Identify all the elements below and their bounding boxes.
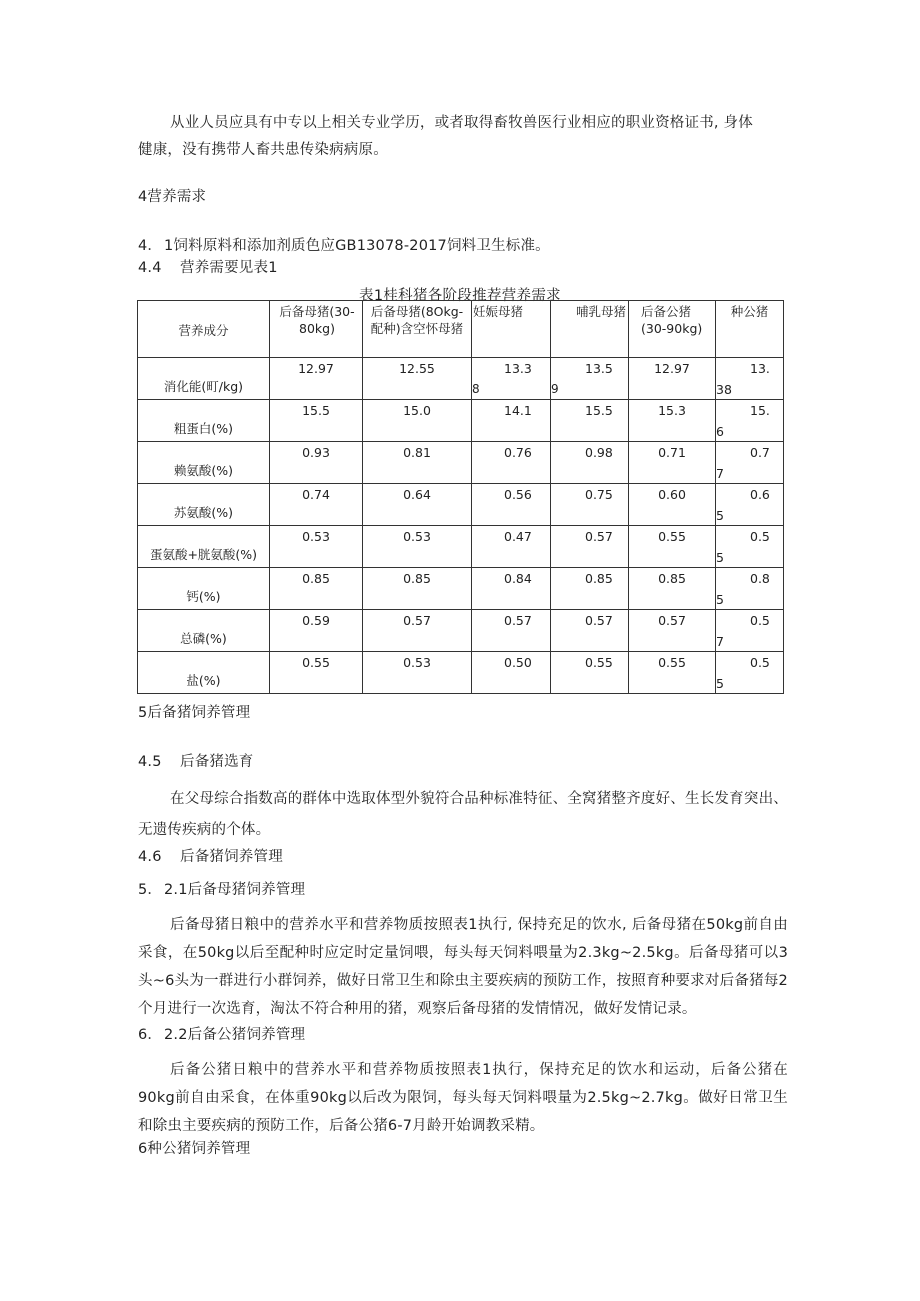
value-cell: [270, 568, 363, 610]
item-4-4-number: 4.4: [138, 260, 162, 276]
value-part: 0.8: [750, 571, 770, 586]
value-cell: [629, 610, 716, 652]
nutrient-label-cell: [138, 526, 270, 568]
value-part: 14.1: [504, 403, 532, 418]
value-cell: [363, 442, 472, 484]
sub-6-2-2-number: 6．: [138, 1027, 163, 1043]
nutrient-label: 粗蛋白(%): [173, 421, 234, 436]
value-part: 0.6: [750, 487, 770, 502]
item-4-1-text: 1饲料原料和添加剂质色应GB13078-2017饲料卫生标准。: [164, 238, 550, 254]
value-cell: [716, 358, 784, 400]
value-cell: [472, 358, 551, 400]
value: 0.85: [302, 571, 330, 586]
value-part: 0.55: [585, 655, 613, 670]
value-part: 8: [472, 382, 480, 396]
value-part: 0.5: [750, 655, 770, 670]
sub-4-6-number: 4.6: [138, 849, 162, 865]
value-cell: [472, 484, 551, 526]
nutrient-label: 蛋氨酸+胱氨酸(%): [149, 547, 258, 562]
table-row: [138, 358, 784, 400]
value-cell: [716, 568, 784, 610]
value: 12.55: [399, 361, 435, 376]
value-cell: [363, 358, 472, 400]
table-row: [138, 400, 784, 442]
value-cell: [551, 442, 629, 484]
value-cell: [716, 442, 784, 484]
value-cell: [363, 484, 472, 526]
value-cell: [363, 568, 472, 610]
value: 0.57: [658, 613, 686, 628]
value-cell: [551, 400, 629, 442]
table-row: [138, 484, 784, 526]
value-cell: [629, 400, 716, 442]
table-row: [138, 442, 784, 484]
value: 0.53: [302, 529, 330, 544]
nutrient-label-cell: [138, 442, 270, 484]
value-cell: [363, 400, 472, 442]
value-part: 0.7: [750, 445, 770, 460]
item-4-4-text: 营养需要见表1: [180, 260, 278, 276]
value-cell: [716, 652, 784, 694]
gilt-feeding-paragraph: 后备母猪日粮中的营养水平和营养物质按照表1执行, 保持充足的饮水, 后备母猪在50kg前自由采食，在50kg以后至配种时应定时定量饲喂，每头每天饲料喂量为2.3kg~2.5kg。后备母猪可以3头~6头为一群进行小群饲养，做好日常卫生和除虫主要疾病的预防工作，按照育种要求对后备猪每2个月进行一次选育，淘汰不符合种用的猪，观察后备母猪的发情情况，做好发情记录。: [138, 917, 788, 1017]
value-part: 5: [716, 592, 724, 607]
header-lactating-sow: 哺乳母猪: [551, 301, 629, 358]
value-cell: [363, 610, 472, 652]
value: 15.5: [302, 403, 330, 418]
sub-4-5-title: 后备猪选育: [180, 754, 254, 770]
value-part: 5: [716, 676, 724, 691]
value-cell: [551, 484, 629, 526]
value-cell: [270, 358, 363, 400]
value-cell: [716, 400, 784, 442]
value-part: 5: [716, 508, 724, 523]
value: 0.85: [403, 571, 431, 586]
value: 0.81: [403, 445, 431, 460]
value: 0.53: [403, 655, 431, 670]
value-part: 0.84: [504, 571, 532, 586]
value-cell: [270, 526, 363, 568]
table-row: [138, 526, 784, 568]
value-part: 0.5: [750, 529, 770, 544]
nutrient-label-cell: [138, 652, 270, 694]
value: 15.3: [658, 403, 686, 418]
value-part: 15.5: [585, 403, 613, 418]
value: 0.64: [403, 487, 431, 502]
header-breeding-boar: 种公猪: [716, 301, 784, 358]
header-nutrient: 营养成分: [138, 301, 270, 358]
value-cell: [472, 526, 551, 568]
nutrient-label-cell: [138, 358, 270, 400]
value-cell: [629, 652, 716, 694]
value-cell: [629, 526, 716, 568]
value-cell: [716, 526, 784, 568]
value-cell: [629, 358, 716, 400]
nutrient-label: 钙(%): [186, 589, 221, 604]
table-row: [138, 568, 784, 610]
nutrient-label-cell: [138, 400, 270, 442]
value: 0.85: [658, 571, 686, 586]
value-part: 13.3: [504, 361, 532, 376]
value-cell: [472, 568, 551, 610]
breeding-selection-paragraph: 在父母综合指数高的群体中选取体型外貌符合品种标准特征、全窝猪整齐度好、生长发育突出、无遗传疾病的个体。: [138, 791, 788, 838]
value-cell: [270, 652, 363, 694]
value-cell: [629, 442, 716, 484]
value-cell: [551, 568, 629, 610]
intro-line-2: 健康，没有携带人畜共患传染病病原。: [138, 142, 388, 158]
nutrient-label: 消化能(町/kg): [163, 379, 244, 394]
value-part: 0.56: [504, 487, 532, 502]
value-part: 0.57: [585, 529, 613, 544]
value-part: 13.5: [585, 361, 613, 376]
table-row: [138, 610, 784, 652]
value-part: 0.75: [585, 487, 613, 502]
value: 0.71: [658, 445, 686, 460]
sub-4-5-number: 4.5: [138, 754, 162, 770]
header-boar-30-90: 后备公猪(30-90kg): [629, 301, 716, 358]
boar-feeding-paragraph: 后备公猪日粮中的营养水平和营养物质按照表1执行，保持充足的饮水和运动，后备公猪在90kg前自由采食，在体重90kg以后改为限饲，每头每天饲料喂量为2.5kg~2.7kg。做好日常卫生和除虫主要疾病的预防工作，后备公猪6-7月龄开始调教采精。: [138, 1062, 788, 1134]
value-part: 15.: [750, 403, 770, 418]
table-row: [138, 652, 784, 694]
value-cell: [363, 652, 472, 694]
header-pregnant-sow: 妊娠母猪: [472, 301, 551, 358]
intro-line-1: 从业人员应具有中专以上相关专业学历，或者取得畜牧兽医行业相应的职业资格证书, 身体: [170, 115, 753, 131]
value-part: 0.85: [585, 571, 613, 586]
nutrient-label-cell: [138, 568, 270, 610]
sub-5-2-1-number: 5．: [138, 882, 163, 898]
value: 0.55: [658, 529, 686, 544]
value-part: 5: [716, 550, 724, 565]
nutrient-label: 总磷(%): [180, 631, 227, 646]
value-part: 0.50: [504, 655, 532, 670]
header-gilt-30-80: 后备母猪(30-80kg): [270, 301, 363, 358]
value: 0.55: [658, 655, 686, 670]
sub-5-2-1-title: 2.1后备母猪饲养管理: [164, 882, 306, 898]
value-cell: [551, 358, 629, 400]
value-part: 0.98: [585, 445, 613, 460]
value-cell: [716, 610, 784, 652]
value-part: 0.57: [585, 613, 613, 628]
nutrient-label: 苏氨酸(%): [173, 505, 234, 520]
nutrient-label: 赖氨酸(%): [173, 463, 234, 478]
value-cell: [551, 610, 629, 652]
value-cell: [551, 526, 629, 568]
value: 0.55: [302, 655, 330, 670]
nutrient-label: 盐(%): [186, 673, 221, 688]
value: 12.97: [654, 361, 690, 376]
section-6-heading: 6种公猪饲养管理: [138, 1141, 251, 1157]
nutrition-table: [137, 300, 784, 694]
value-cell: [629, 484, 716, 526]
value: 0.93: [302, 445, 330, 460]
value-cell: [270, 400, 363, 442]
section-4-heading: 4营养需求: [138, 189, 207, 205]
nutrient-label-cell: [138, 484, 270, 526]
value-cell: [270, 484, 363, 526]
item-4-1-number: 4．: [138, 238, 163, 254]
value: 0.53: [403, 529, 431, 544]
value-cell: [472, 400, 551, 442]
value-cell: [472, 610, 551, 652]
header-gilt-80-mating: 后备母猪(8Okg-配种)含空怀母猪: [363, 301, 472, 358]
value-cell: [716, 484, 784, 526]
value-cell: [363, 526, 472, 568]
value-part: 0.5: [750, 613, 770, 628]
value-cell: [551, 652, 629, 694]
value-part: 0.76: [504, 445, 532, 460]
value: 0.74: [302, 487, 330, 502]
value: 12.97: [298, 361, 334, 376]
value-cell: [472, 652, 551, 694]
sub-4-6-title: 后备猪饲养管理: [180, 849, 283, 865]
value-cell: [270, 442, 363, 484]
sub-6-2-2-title: 2.2后备公猪饲养管理: [164, 1027, 306, 1043]
value: 0.59: [302, 613, 330, 628]
value-part: 7: [716, 634, 724, 649]
value-part: 6: [716, 424, 724, 439]
value-cell: [472, 442, 551, 484]
section-5-heading: 5后备猪饲养管理: [138, 705, 251, 721]
value: 0.57: [403, 613, 431, 628]
value-part: 0.57: [504, 613, 532, 628]
value: 15.0: [403, 403, 431, 418]
value-part: 13.: [750, 361, 770, 376]
value: 0.60: [658, 487, 686, 502]
value-cell: [270, 610, 363, 652]
value-part: 38: [716, 382, 732, 397]
nutrient-label-cell: [138, 610, 270, 652]
value-part: 0.47: [504, 529, 532, 544]
value-part: 9: [551, 382, 559, 396]
value-cell: [629, 568, 716, 610]
table-header-row: [138, 301, 784, 358]
table-caption: 表1桂科猪各阶段推荐营养需求: [359, 288, 561, 304]
value-part: 7: [716, 466, 724, 481]
